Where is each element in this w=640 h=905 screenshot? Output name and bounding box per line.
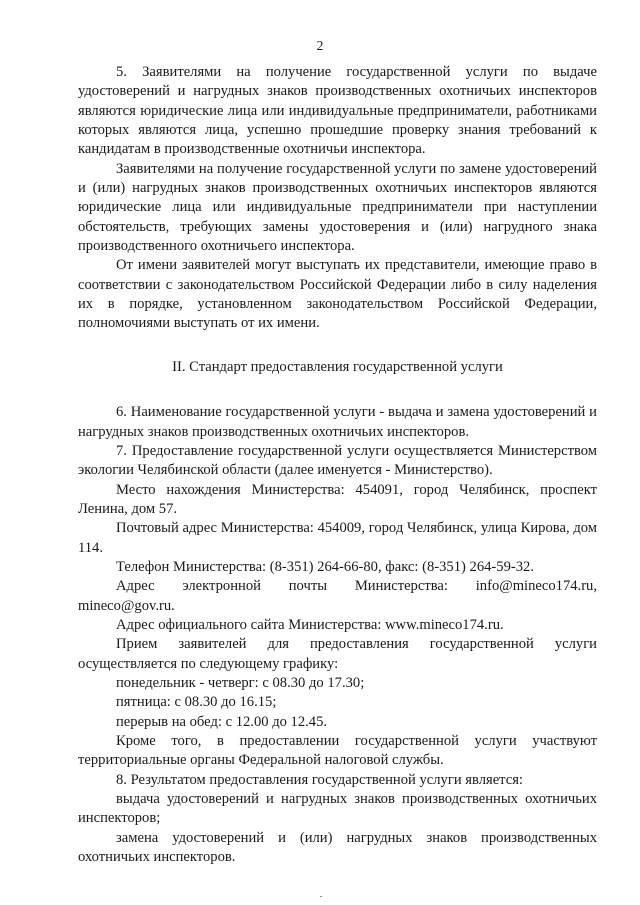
- paragraph-schedule-intro: Прием заявителей для предоставления государственной услуги осуществляется по следующему графику:: [78, 636, 597, 672]
- scan-mark: [320, 896, 322, 897]
- paragraph-provider: 7. Предоставление государственной услуги осуществляется Министерством экологии Челябинской области (далее именуется - Министерство).: [78, 442, 597, 479]
- result-replace: замена удостоверений и (или) нагрудных знаков производственных охотничьих инспекторов.: [78, 829, 597, 866]
- page-number: 2: [316, 38, 324, 53]
- paragraph-service-name: 6. Наименование государственной услуги - выдача и замена удостоверений и нагрудных знаков производственных охотничьих инспекторов.: [78, 404, 597, 440]
- schedule-mon-thu: понедельник - четверг: с 08.30 до 17.30;: [116, 674, 365, 691]
- paragraph-website: Адрес официального сайта Министерства: www.mineco174.ru.: [116, 616, 504, 633]
- schedule-friday: пятница: с 08.30 до 16.15;: [116, 694, 277, 711]
- paragraph-result: 8. Результатом предоставления государственной услуги является:: [116, 771, 523, 788]
- paragraph-tax-service: Кроме того, в предоставлении государственной услуги участвуют территориальные органы Федеральной налоговой службы.: [78, 733, 597, 769]
- paragraph-postal-address: Почтовый адрес Министерства: 454009, город Челябинск, улица Кирова, дом 114.: [78, 520, 597, 556]
- paragraph-applicants-replace: Заявителями на получение государственной услуги по замене удостоверений и (или) нагрудных знаков производственных охотничьих инспекторов являются юридические лица или индивидуальные предприниматели при наступлении обстоятельств, требующих замены удостоверения и (или) нагрудного знака производственного охотничьего инспектора.: [78, 160, 597, 255]
- paragraph-location: Место нахождения Министерства: 454091, город Челябинск, проспект Ленина, дом 57.: [78, 481, 597, 517]
- paragraph-phone: Телефон Министерства: (8-351) 264-66-80, факс: (8-351) 264-59-32.: [116, 558, 534, 575]
- document-body: [78, 63, 597, 867]
- paragraph-representatives: От имени заявителей могут выступать их представители, имеющие право в соответствии с законодательством Российской Федерации либо в силу наделения их в порядке, установленном законодательством Российской Федерации, полномочиями выступать от их имени.: [78, 257, 597, 332]
- paragraph-email: Адрес электронной почты Министерства: info@mineco174.ru, mineco@gov.ru.: [78, 578, 597, 614]
- section-heading: II. Стандарт предоставления государственной услуги: [172, 358, 503, 375]
- paragraph-applicants-issue: 5. Заявителями на получение государственной услуги по выдаче удостоверений и нагрудных знаков производственных охотничьих инспекторов являются юридические лица или индивидуальные предприниматели, работниками которых являются лица, успешно прошедшие проверку знания требований к кандидатам в производственные охотничьи инспектора.: [78, 64, 597, 158]
- result-issue: выдача удостоверений и нагрудных знаков производственных охотничьих инспекторов;: [78, 791, 597, 827]
- schedule-lunch: перерыв на обед: с 12.00 до 12.45.: [116, 713, 328, 730]
